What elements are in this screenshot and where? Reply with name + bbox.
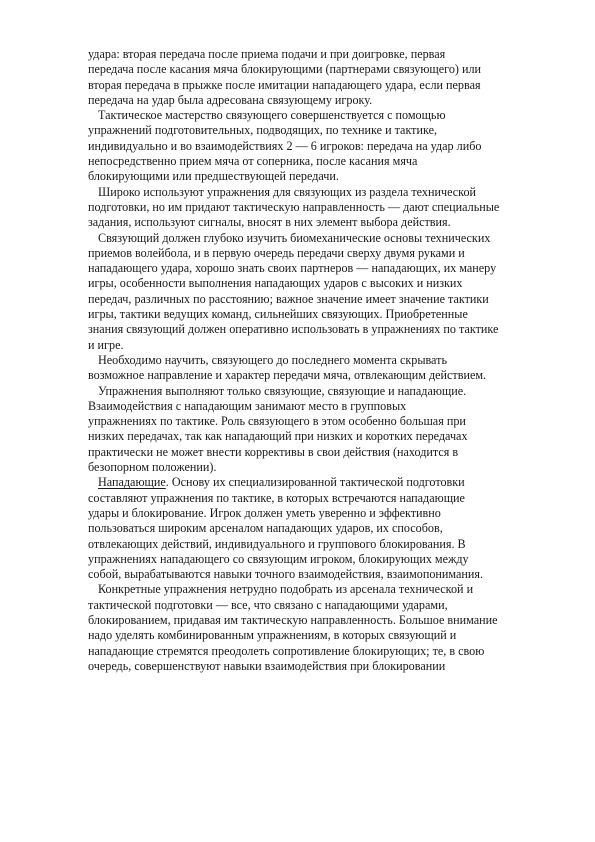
- section-heading-line: [88, 475, 538, 490]
- text-line: удара: вторая передача после приема подачи и при доигровке, первая: [88, 47, 446, 61]
- text-line: знания связующий должен оперативно использовать в упражнениях по тактике: [88, 322, 499, 337]
- paragraph-start-line: Конкретные упражнения нетрудно подобрать из арсенала технической и: [98, 582, 474, 597]
- text-line: подготовки, но им придают тактическую направленность — дают специальные: [88, 199, 500, 214]
- text-line: безопорном положении).: [88, 460, 217, 475]
- text-line: передача после касания мяча блокирующими (партнерами связующего) или: [88, 62, 482, 77]
- text-line: тактической подготовки — все, что связано с нападающими ударами,: [88, 597, 448, 612]
- paragraph-start-line: Связующий должен глубоко изучить биомеханические основы технических: [98, 230, 491, 245]
- text-line: индивидуально и во взаимодействиях 2 — 6 игроков: передача на удар либо: [88, 138, 482, 153]
- paragraph-start-line: Тактическое мастерство связующего совершенствуется с помощью: [98, 108, 446, 123]
- text-line: практически не может внести коррективы в свои действия (находится в: [88, 444, 459, 459]
- section-heading-rest: . Основу их специализированной тактической подготовки: [165, 475, 465, 490]
- text-line: блокированием, придавая им тактическую направленность. Большое внимание: [88, 612, 498, 627]
- paragraph-start-line: Широко используют упражнения для связующих из раздела технической: [98, 184, 477, 199]
- text-line: задания, используют сигналы, вносят в них элемент выбора действия.: [88, 215, 451, 230]
- text-line: низких передачах, так как нападающий при низких и коротких передачах: [88, 429, 468, 444]
- text-line: передач, различных по расстоянию; важное значение имеет значение тактики: [88, 291, 489, 306]
- text-line: нападающего удара, хорошо знать своих партнеров — нападающих, их манеру: [88, 261, 497, 276]
- text-line: непосредственно прием мяча от соперника, после касания мяча: [88, 154, 418, 169]
- text-line: упражнениях нападающего со связующим игроком, блокирующих между: [88, 551, 469, 566]
- text-line: передача на удар была адресована связующему игроку.: [88, 92, 373, 107]
- text-line: пользоваться широким арсеналом нападающих ударов, их способов,: [88, 521, 443, 536]
- text-line: очередь, совершенствуют навыки взаимодействия при блокировании: [88, 658, 446, 673]
- text-line: приемов волейбола, и в первую очередь передачи сверху двумя руками и: [88, 245, 465, 260]
- text-line: вторая передача в прыжке после имитации нападающего удара, если первая: [88, 77, 481, 92]
- text-line: удары и блокирование. Игрок должен уметь уверенно и эффективно: [88, 505, 441, 520]
- document-body: [88, 47, 538, 674]
- text-line: блокирующими или предшествующей передачи.: [88, 169, 339, 184]
- paragraph-start-line: Необходимо научить, связующего до последнего момента скрывать: [98, 352, 447, 367]
- text-line: надо уделять комбинированным упражнениям, в которых связующий и: [88, 628, 457, 643]
- text-line: нападающие стремятся преодолеть сопротивление блокирующих; те, в свою: [88, 643, 485, 658]
- text-line: составляют упражнения по тактике, в которых встречаются нападающие: [88, 490, 465, 505]
- text-line: игры, тактики ведущих команд, сильнейших связующих. Приобретенные: [88, 307, 468, 322]
- text-line: упражнениях по тактике. Роль связующего в этом особенно большая при: [88, 414, 466, 429]
- text-line: отвлекающих действий, индивидуального и группового блокирования. В: [88, 536, 466, 551]
- text-line: возможное направление и характер передачи мяча, отвлекающим действием.: [88, 368, 487, 383]
- text-line: игры, особенности выполнения нападающих ударов с высоких и низких: [88, 276, 463, 291]
- section-heading-word: Нападающие: [98, 475, 166, 490]
- text-line: и игре.: [88, 337, 124, 352]
- paragraph-start-line: Упражнения выполняют только связующие, связующие и нападающие.: [98, 383, 467, 398]
- text-line: Взаимодействия с нападающим занимают место в групповых: [88, 398, 407, 413]
- text-line: собой, вырабатываются навыки точного взаимодействия, взаимопонимания.: [88, 567, 484, 582]
- text-line: упражнений подготовительных, подводящих, по технике и тактике,: [88, 123, 438, 138]
